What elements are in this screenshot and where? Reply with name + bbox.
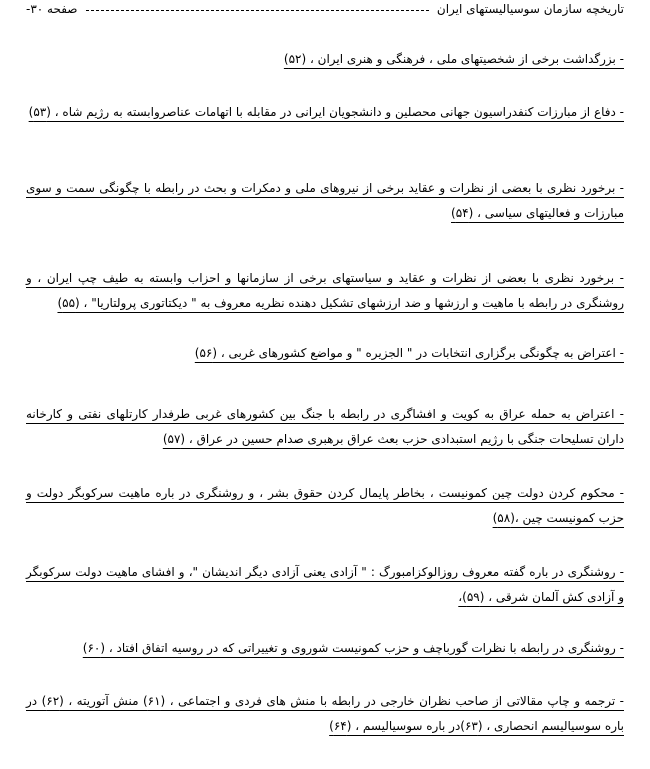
entry-text: - اعتراض به حمله عراق به کویت و افشاگری در رابطه با جنگ بین کشورهای غربی طرفدار کارتلهای نفتی و کارخانه داران تسلیحات جنگی با رژیم استبدادی حزب بعث عراق برهبری صدام حسین در عراق ، (۵۷) bbox=[26, 407, 624, 446]
list-item bbox=[26, 266, 624, 316]
list-item bbox=[26, 560, 624, 610]
document-title: تاریخچه سازمان سوسیالیستهای ایران bbox=[436, 2, 624, 16]
list-item bbox=[26, 402, 624, 452]
list-item bbox=[26, 341, 624, 366]
entry-text: - دفاع از مبارزات کنفدراسیون جهانی محصلین و دانشجویان ایرانی در مقابله با اتهامات عناصروابسته به رژیم شاه ، (۵۳) bbox=[28, 105, 624, 119]
entry-text: - بزرگداشت برخی از شخصیتهای ملی ، فرهنگی و هنری ایران ، (۵۲) bbox=[283, 52, 624, 66]
page-number: صفحه ۳۰- bbox=[26, 2, 78, 16]
list-item bbox=[26, 47, 624, 72]
header-dashed-rule bbox=[86, 10, 429, 11]
entry-text: - محکوم کردن دولت چین کمونیست ، بخاطر پایمال کردن حقوق بشر ، و روشنگری در باره ماهیت سرکوبگر دولت و حزب کمونیست چین ،(۵۸) bbox=[26, 486, 624, 525]
entry-text: - برخورد نظری با بعضی از نظرات و عقاید و سیاستهای برخی از سازمانها و احزاب وابسته به طیف چپ ایران ، و روشنگری در رابطه با ماهیت و ارزشها و ضد ارزشهای تشکیل دهنده نظریه معروف به " دیکتاتوری پرولتاریا" ، (۵۵) bbox=[26, 271, 624, 310]
entry-text: - اعتراض به چگونگی برگزاری انتخابات در " الجزیره " و مواضع کشورهای غربی ، (۵۶) bbox=[194, 346, 624, 360]
list-item bbox=[26, 176, 624, 226]
entry-text: - روشنگری در رابطه با نظرات گورباچف و حزب کمونیست شوروی و تغییراتی که در روسیه اتفاق افتاد ، (۶۰) bbox=[82, 641, 624, 655]
list-item bbox=[26, 100, 624, 125]
entry-text: - روشنگری در باره گفته معروف روزالوکزامبورگ : " آزادی یعنی آزادی دیگر اندیشان "، و افشای ماهیت دولت سرکوبگر و آزادی کش آلمان شرقی ، (۵۹)، bbox=[26, 565, 624, 604]
page-header bbox=[26, 0, 624, 18]
list-item bbox=[26, 689, 624, 739]
list-item bbox=[26, 481, 624, 531]
entry-text: - ترجمه و چاپ مقالاتی از صاحب نظران خارجی در رابطه با منش های فردی و اجتماعی ، (۶۱) منش آتوریته ، (۶۲) در باره سوسیالیسم انحصاری ، (۶۳)در باره سوسیالیسم ، (۶۴) bbox=[26, 694, 624, 733]
list-item bbox=[26, 636, 624, 661]
entry-text: - برخورد نظری با بعضی از نظرات و عقاید برخی از نیروهای ملی و دمکرات و بحث در رابطه با چگونگی سمت و سوی مبارزات و فعالیتهای سیاسی ، (۵۴) bbox=[26, 181, 624, 220]
